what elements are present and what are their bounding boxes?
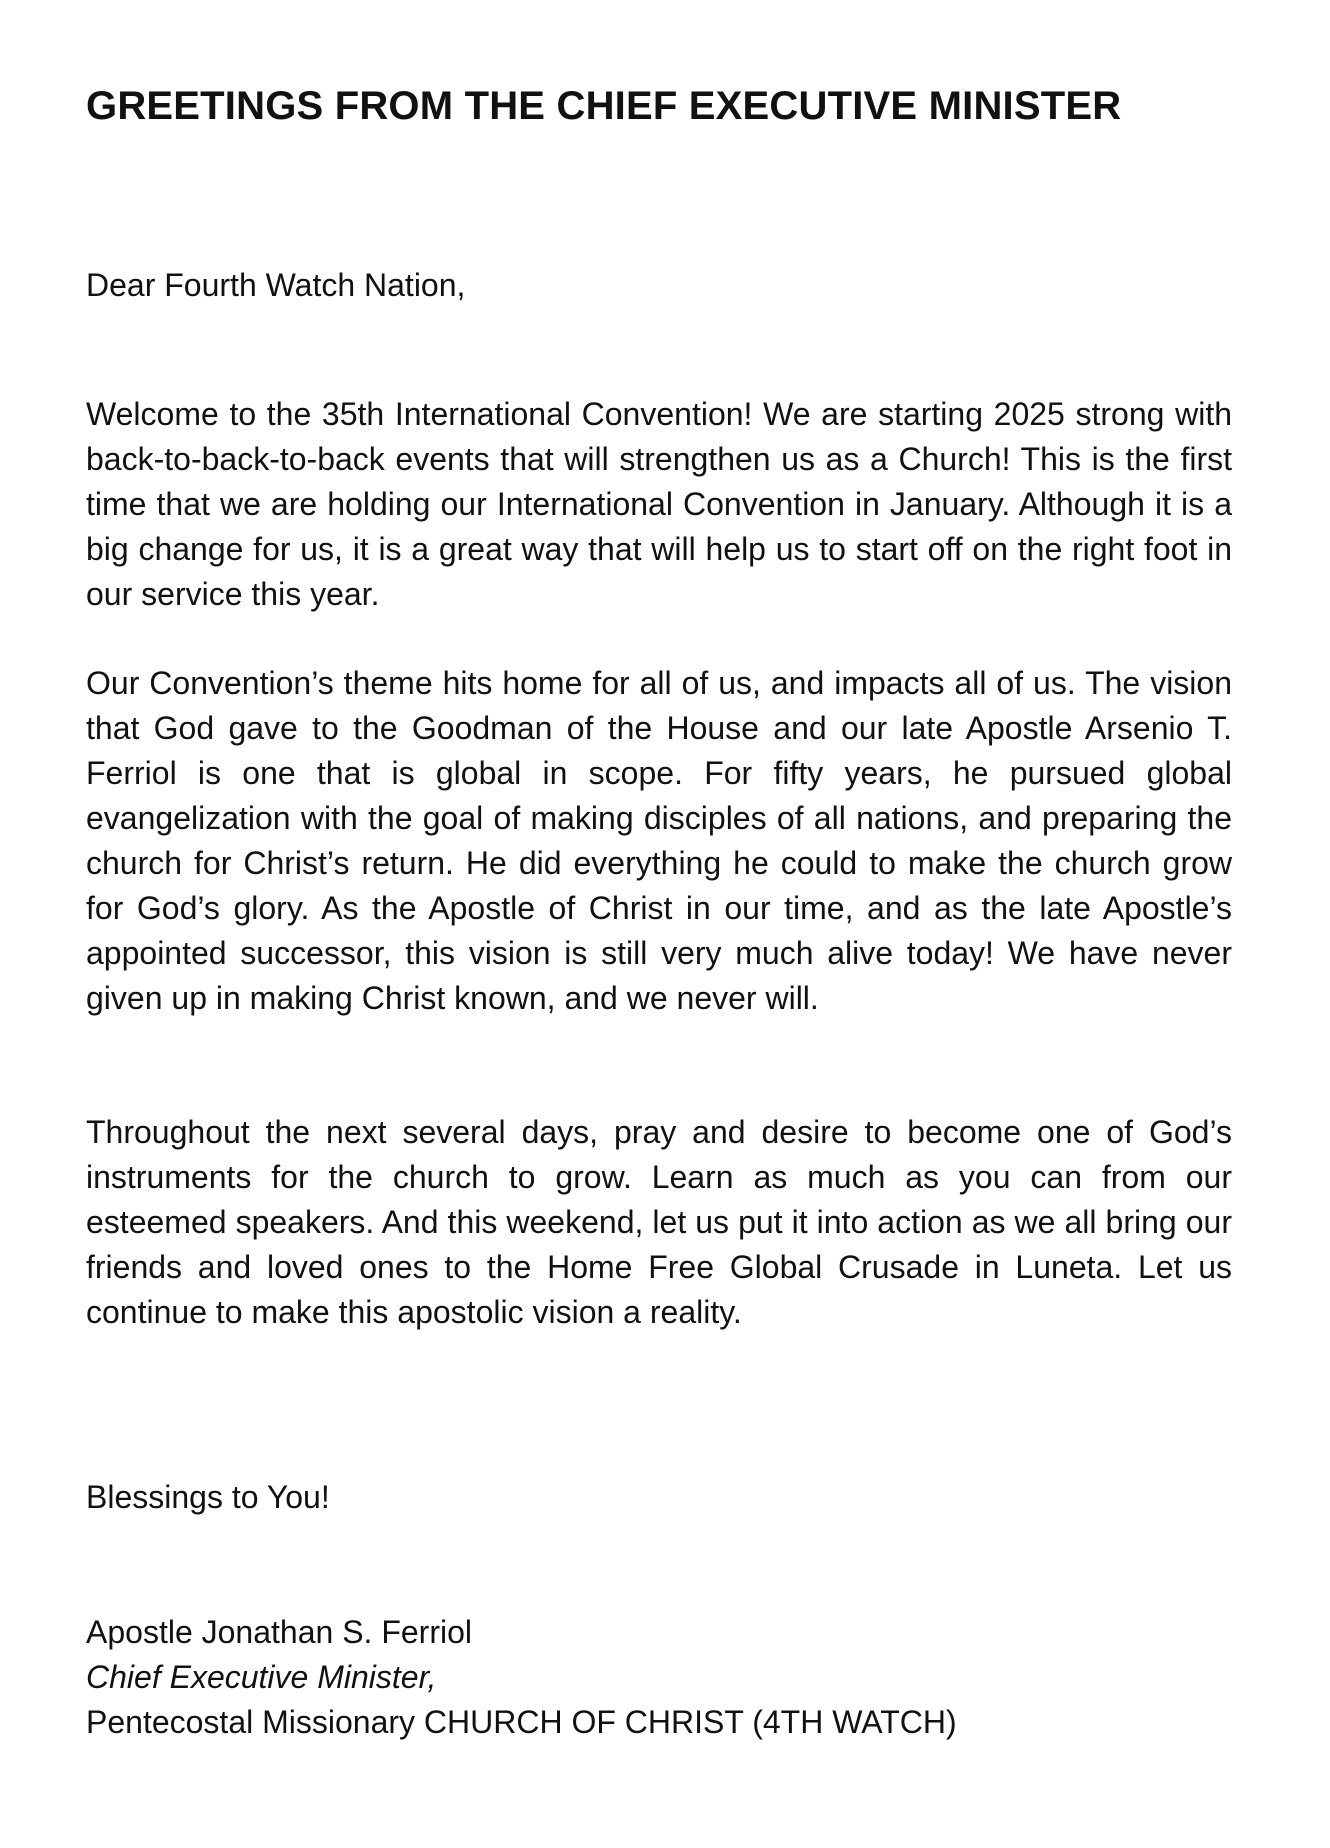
signatory-role: Chief Executive Minister, (86, 1659, 437, 1695)
salutation: Dear Fourth Watch Nation, (86, 267, 466, 303)
body-paragraph-3: Throughout the next several days, pray and desire to become one of God’s instruments for the church to grow. Learn as much as you can from our esteemed speakers. And this weekend, let us put it into action as we all bring our friends and loved ones to the Home Free Global Crusade in Luneta. Let us continue to make this apostolic vision a reality. (86, 1114, 1232, 1330)
body-paragraph-1: Welcome to the 35th International Convention! We are starting 2025 strong with back-to-back-to-back events that will strengthen us as a Church! This is the first time that we are holding our International Convention in January. Although it is a big change for us, it is a great way that will help us to start off on the right foot in our service this year. (86, 396, 1232, 612)
signatory-organization: Pentecostal Missionary CHURCH OF CHRIST (4TH WATCH) (86, 1704, 957, 1740)
signature-block (86, 1610, 957, 1745)
closing-line: Blessings to You! (86, 1479, 330, 1515)
letter-title: GREETINGS FROM THE CHIEF EXECUTIVE MINISTER (86, 84, 1122, 128)
body-paragraph-2: Our Convention’s theme hits home for all of us, and impacts all of us. The vision that God gave to the Goodman of the House and our late Apostle Arsenio T. Ferriol is one that is global in scope. For fifty years, he pursued global evangelization with the goal of making disciples of all nations, and preparing the church for Christ’s return. He did everything he could to make the church grow for God’s glory. As the Apostle of Christ in our time, and as the late Apostle’s appointed successor, this vision is still very much alive today! We have never given up in making Christ known, and we never will. (86, 665, 1232, 1016)
signatory-name: Apostle Jonathan S. Ferriol (86, 1614, 472, 1650)
